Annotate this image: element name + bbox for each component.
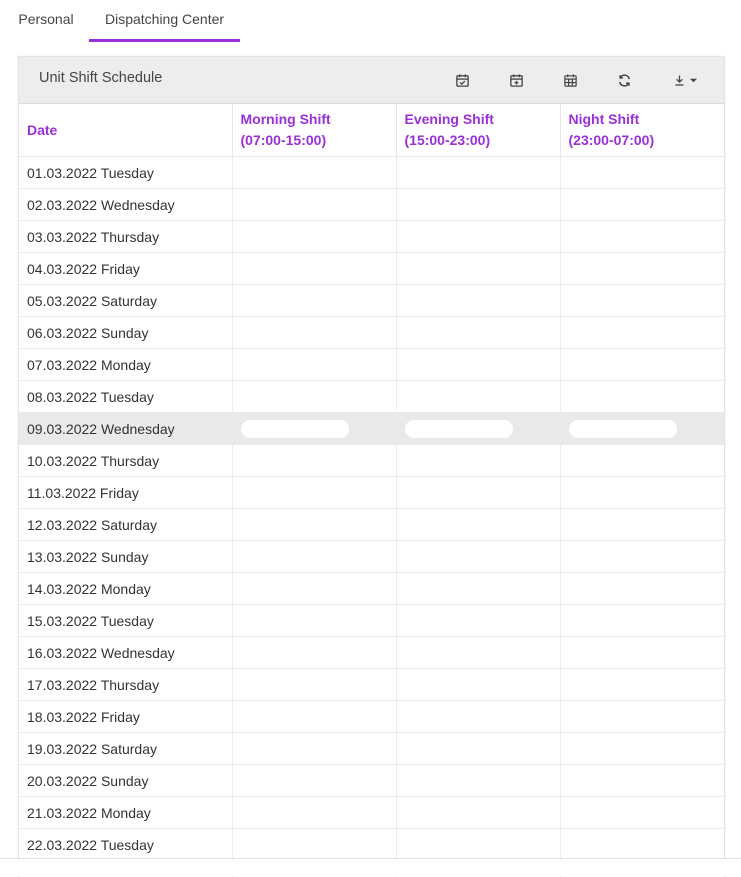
- night-shift-cell[interactable]: [560, 381, 724, 413]
- redacted-name: [405, 420, 513, 438]
- table-row[interactable]: [19, 637, 724, 669]
- night-shift-cell[interactable]: [560, 797, 724, 829]
- date-cell: 22.03.2022 Tuesday: [19, 829, 232, 861]
- evening-shift-cell[interactable]: [396, 317, 560, 349]
- refresh-button[interactable]: [613, 69, 635, 91]
- morning-shift-cell[interactable]: [232, 253, 396, 285]
- evening-shift-cell[interactable]: [396, 253, 560, 285]
- morning-shift-cell[interactable]: [232, 797, 396, 829]
- night-shift-cell[interactable]: [560, 669, 724, 701]
- date-cell: 14.03.2022 Monday: [19, 573, 232, 605]
- calendar-check-icon: [455, 73, 470, 88]
- table-header-row: [19, 104, 724, 157]
- night-shift-cell[interactable]: [560, 445, 724, 477]
- morning-shift-cell[interactable]: [232, 605, 396, 637]
- evening-shift-cell[interactable]: [396, 573, 560, 605]
- table-body: [19, 157, 724, 877]
- table-row[interactable]: [19, 381, 724, 413]
- calendar-plus-button[interactable]: [505, 69, 527, 91]
- morning-shift-cell[interactable]: [232, 541, 396, 573]
- table-row[interactable]: [19, 733, 724, 765]
- night-shift-cell[interactable]: [560, 285, 724, 317]
- morning-shift-cell[interactable]: [232, 349, 396, 381]
- evening-shift-cell[interactable]: [396, 477, 560, 509]
- evening-shift-cell[interactable]: [396, 413, 560, 445]
- date-cell: 08.03.2022 Tuesday: [19, 381, 232, 413]
- night-shift-cell[interactable]: [560, 765, 724, 797]
- table-row[interactable]: [19, 829, 724, 861]
- evening-shift-cell[interactable]: [396, 669, 560, 701]
- date-cell: 10.03.2022 Thursday: [19, 445, 232, 477]
- date-cell: 11.03.2022 Friday: [19, 477, 232, 509]
- tab-personal[interactable]: Personal: [11, 0, 81, 39]
- evening-shift-cell[interactable]: [396, 445, 560, 477]
- date-cell: 13.03.2022 Sunday: [19, 541, 232, 573]
- date-cell: 06.03.2022 Sunday: [19, 317, 232, 349]
- night-shift-cell[interactable]: [560, 253, 724, 285]
- morning-shift-cell[interactable]: [232, 157, 396, 189]
- morning-shift-cell[interactable]: [232, 733, 396, 765]
- morning-shift-cell[interactable]: [232, 765, 396, 797]
- morning-shift-cell[interactable]: [232, 413, 396, 445]
- date-cell: 07.03.2022 Monday: [19, 349, 232, 381]
- date-cell: 01.03.2022 Tuesday: [19, 157, 232, 189]
- table-row[interactable]: [19, 797, 724, 829]
- column-header-night-shift[interactable]: Night Shift (23:00-07:00): [560, 104, 724, 157]
- redacted-name: [569, 420, 677, 438]
- night-shift-cell[interactable]: [560, 477, 724, 509]
- shift-schedule-table: [19, 104, 724, 877]
- table-row[interactable]: [19, 285, 724, 317]
- unit-shift-schedule-card: [18, 56, 725, 877]
- column-header-date[interactable]: Date: [19, 104, 232, 157]
- table-row[interactable]: [19, 541, 724, 573]
- night-shift-cell[interactable]: [560, 573, 724, 605]
- date-cell: 16.03.2022 Wednesday: [19, 637, 232, 669]
- evening-shift-cell[interactable]: [396, 701, 560, 733]
- calendar-check-button[interactable]: [451, 69, 473, 91]
- calendar-plus-icon: [509, 73, 524, 88]
- table-row[interactable]: [19, 221, 724, 253]
- table-row[interactable]: [19, 253, 724, 285]
- date-cell: 05.03.2022 Saturday: [19, 285, 232, 317]
- night-shift-cell[interactable]: [560, 349, 724, 381]
- table-row[interactable]: [19, 189, 724, 221]
- evening-shift-cell[interactable]: [396, 189, 560, 221]
- table-row[interactable]: [19, 669, 724, 701]
- evening-shift-cell[interactable]: [396, 509, 560, 541]
- table-row[interactable]: [19, 157, 724, 189]
- night-shift-cell[interactable]: [560, 317, 724, 349]
- table-row[interactable]: [19, 765, 724, 797]
- download-icon: [673, 74, 686, 87]
- table-row[interactable]: [19, 349, 724, 381]
- night-shift-cell[interactable]: [560, 701, 724, 733]
- night-shift-cell[interactable]: [560, 541, 724, 573]
- morning-shift-cell[interactable]: [232, 285, 396, 317]
- morning-shift-cell[interactable]: [232, 221, 396, 253]
- table-row[interactable]: [19, 317, 724, 349]
- date-cell: 09.03.2022 Wednesday: [19, 413, 232, 445]
- date-cell: 20.03.2022 Sunday: [19, 765, 232, 797]
- night-shift-cell[interactable]: [560, 605, 724, 637]
- column-header-morning-shift[interactable]: Morning Shift (07:00-15:00): [232, 104, 396, 157]
- evening-shift-cell[interactable]: [396, 605, 560, 637]
- night-shift-cell[interactable]: [560, 189, 724, 221]
- table-row[interactable]: [19, 477, 724, 509]
- morning-shift-cell[interactable]: [232, 829, 396, 861]
- night-shift-cell[interactable]: [560, 733, 724, 765]
- card-header: [19, 57, 724, 104]
- evening-shift-cell[interactable]: [396, 829, 560, 861]
- evening-shift-cell[interactable]: [396, 285, 560, 317]
- morning-shift-cell[interactable]: [232, 477, 396, 509]
- redacted-name: [241, 420, 349, 438]
- evening-shift-cell[interactable]: [396, 221, 560, 253]
- evening-shift-cell[interactable]: [396, 637, 560, 669]
- date-cell: 21.03.2022 Monday: [19, 797, 232, 829]
- date-cell: 02.03.2022 Wednesday: [19, 189, 232, 221]
- evening-shift-cell[interactable]: [396, 541, 560, 573]
- tab-dispatching-center[interactable]: Dispatching Center: [89, 0, 240, 42]
- evening-shift-cell[interactable]: [396, 765, 560, 797]
- tab-bar: [0, 0, 741, 42]
- morning-shift-cell[interactable]: [232, 701, 396, 733]
- table-row[interactable]: [19, 413, 724, 445]
- column-header-evening-shift[interactable]: Evening Shift (15:00-23:00): [396, 104, 560, 157]
- morning-shift-cell[interactable]: [232, 669, 396, 701]
- morning-shift-cell[interactable]: [232, 317, 396, 349]
- table-row[interactable]: [19, 605, 724, 637]
- evening-shift-cell[interactable]: [396, 797, 560, 829]
- download-dropdown-button[interactable]: [669, 69, 701, 91]
- refresh-icon: [617, 73, 632, 88]
- table-row[interactable]: [19, 509, 724, 541]
- calendar-grid-button[interactable]: [559, 69, 581, 91]
- table-row[interactable]: [19, 445, 724, 477]
- date-cell: 04.03.2022 Friday: [19, 253, 232, 285]
- evening-shift-cell[interactable]: [396, 733, 560, 765]
- night-shift-cell[interactable]: [560, 221, 724, 253]
- night-shift-cell[interactable]: [560, 637, 724, 669]
- date-cell: 17.03.2022 Thursday: [19, 669, 232, 701]
- evening-shift-cell[interactable]: [396, 349, 560, 381]
- calendar-grid-icon: [563, 73, 578, 88]
- morning-shift-cell[interactable]: [232, 189, 396, 221]
- night-shift-cell[interactable]: [560, 509, 724, 541]
- evening-shift-cell[interactable]: [396, 157, 560, 189]
- morning-shift-cell[interactable]: [232, 381, 396, 413]
- morning-shift-cell[interactable]: [232, 637, 396, 669]
- night-shift-cell[interactable]: [560, 829, 724, 861]
- morning-shift-cell[interactable]: [232, 573, 396, 605]
- card-title: Unit Shift Schedule: [39, 70, 162, 86]
- date-cell: 03.03.2022 Thursday: [19, 221, 232, 253]
- bottom-scroll-area: [0, 858, 741, 876]
- caret-down-icon: [689, 76, 698, 85]
- table-row[interactable]: [19, 573, 724, 605]
- night-shift-cell[interactable]: [560, 413, 724, 445]
- night-shift-cell[interactable]: [560, 157, 724, 189]
- morning-shift-cell[interactable]: [232, 445, 396, 477]
- morning-shift-cell[interactable]: [232, 509, 396, 541]
- table-row[interactable]: [19, 701, 724, 733]
- date-cell: 18.03.2022 Friday: [19, 701, 232, 733]
- date-cell: 15.03.2022 Tuesday: [19, 605, 232, 637]
- date-cell: 19.03.2022 Saturday: [19, 733, 232, 765]
- evening-shift-cell[interactable]: [396, 381, 560, 413]
- date-cell: 12.03.2022 Saturday: [19, 509, 232, 541]
